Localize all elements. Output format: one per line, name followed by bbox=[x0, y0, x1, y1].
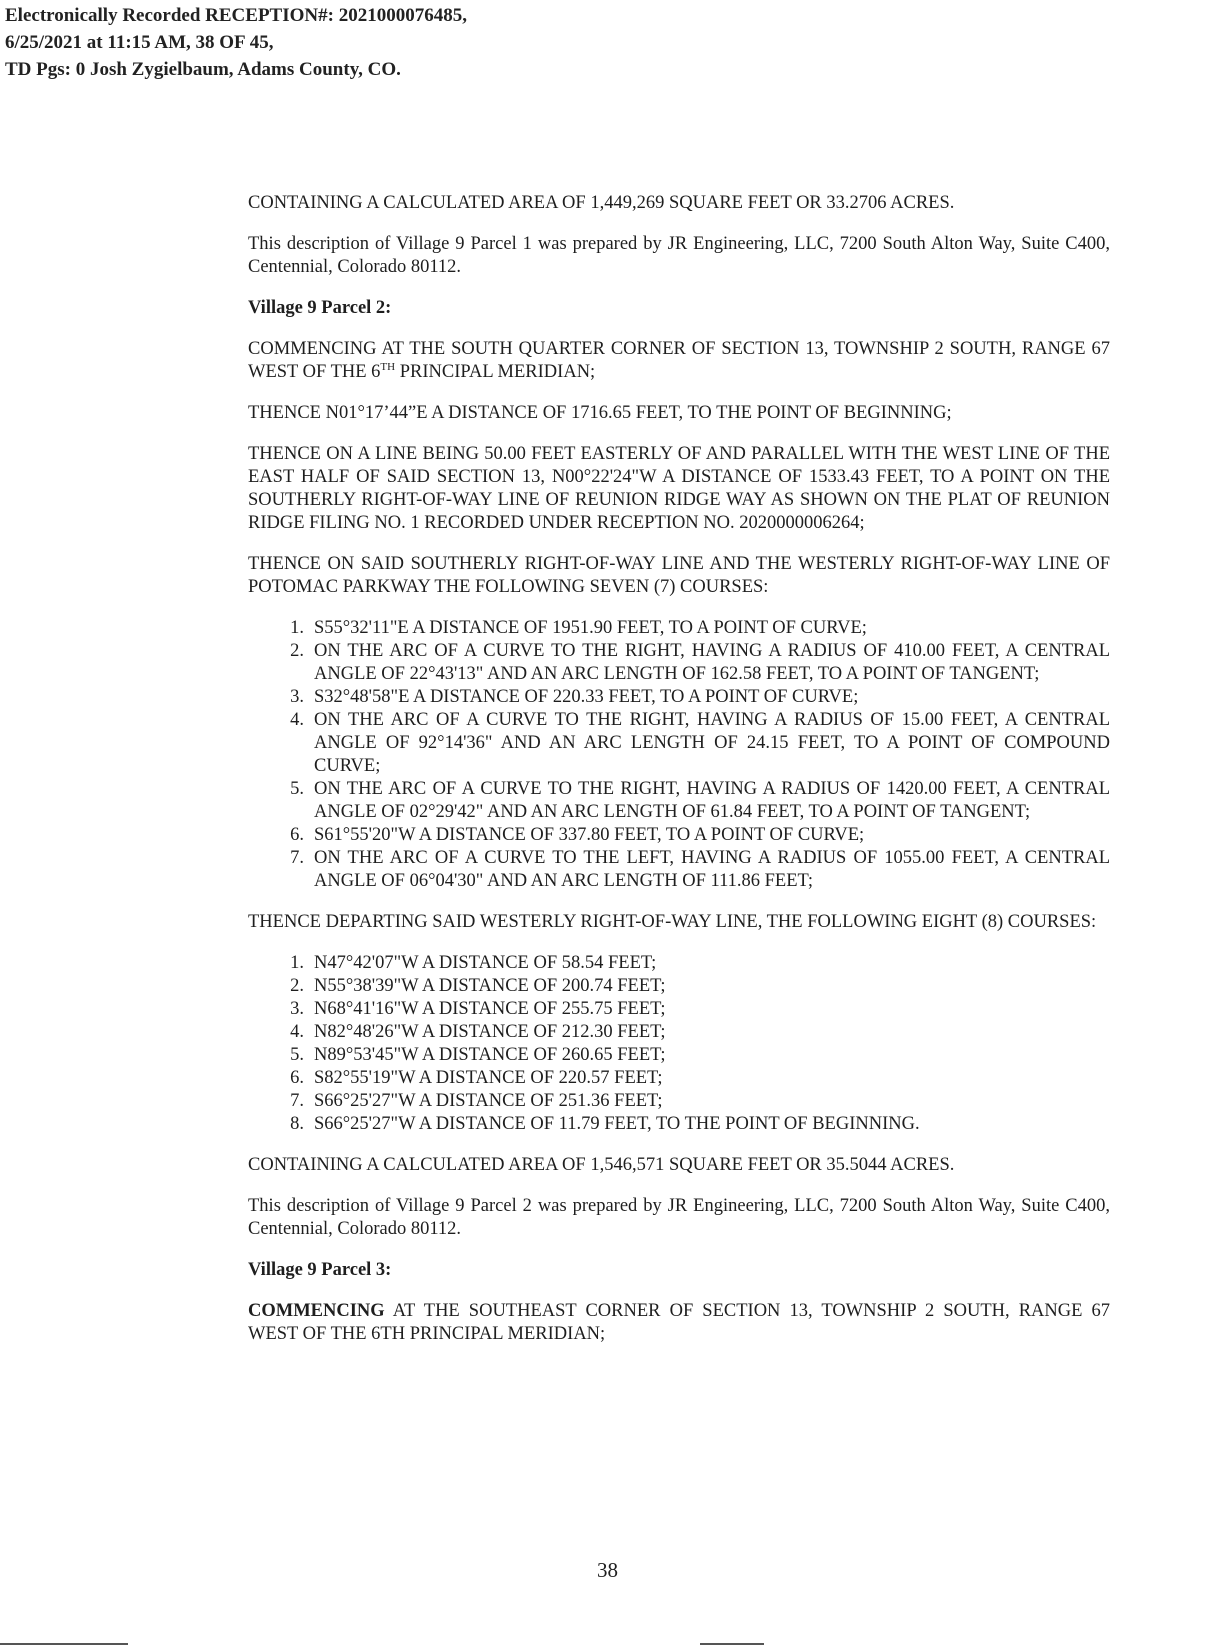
course-item bbox=[248, 1113, 1110, 1136]
course-number: 3. bbox=[290, 999, 304, 1019]
commencing-keyword: COMMENCING bbox=[248, 1301, 385, 1321]
course-item bbox=[248, 709, 1110, 778]
parcel2-area-paragraph: CONTAINING A CALCULATED AREA OF 1,546,571 SQUARE FEET OR 35.5044 ACRES. bbox=[248, 1155, 955, 1175]
course-item bbox=[248, 778, 1110, 824]
course-item bbox=[248, 847, 1110, 893]
commencing-text: COMMENCING AT THE SOUTH QUARTER CORNER OF SECTION 13, TOWNSHIP 2 SOUTH, RANGE 67 WEST OF THE 6 bbox=[248, 339, 1110, 382]
course-number: 1. bbox=[290, 618, 304, 638]
course-number: 2. bbox=[290, 641, 304, 661]
course-item bbox=[248, 1090, 1110, 1113]
course-text: N82°48'26"W A DISTANCE OF 212.30 FEET; bbox=[314, 1022, 666, 1042]
course-number: 7. bbox=[290, 848, 304, 868]
stamp-line-2: 6/25/2021 at 11:15 AM, 38 OF 45, bbox=[5, 32, 274, 53]
parcel1-area-paragraph: CONTAINING A CALCULATED AREA OF 1,449,269 SQUARE FEET OR 33.2706 ACRES. bbox=[248, 193, 955, 213]
footer-rule-left bbox=[0, 1643, 128, 1645]
parcel2-heading: Village 9 Parcel 2: bbox=[248, 298, 392, 318]
course-text: ON THE ARC OF A CURVE TO THE RIGHT, HAVING A RADIUS OF 410.00 FEET, A CENTRAL ANGLE OF 22°43'13" AND AN ARC LENGTH OF 162.58 FEET, TO A POINT OF TANGENT; bbox=[314, 641, 1110, 684]
course-number: 5. bbox=[290, 779, 304, 799]
course-text: S82°55'19"W A DISTANCE OF 220.57 FEET; bbox=[314, 1068, 663, 1088]
course-text: ON THE ARC OF A CURVE TO THE RIGHT, HAVING A RADIUS OF 15.00 FEET, A CENTRAL ANGLE OF 92°14'36" AND AN ARC LENGTH OF 24.15 FEET, TO A POINT OF COMPOUND CURVE; bbox=[314, 710, 1110, 776]
stamp-line-1: Electronically Recorded RECEPTION#: 2021000076485, bbox=[5, 5, 467, 26]
parcel3-heading: Village 9 Parcel 3: bbox=[248, 1260, 392, 1280]
thence-point-of-beginning: THENCE N01°17’44”E A DISTANCE OF 1716.65 FEET, TO THE POINT OF BEGINNING; bbox=[248, 403, 952, 423]
course-item bbox=[248, 1044, 1110, 1067]
course-text: S55°32'11"E A DISTANCE OF 1951.90 FEET, TO A POINT OF CURVE; bbox=[314, 618, 867, 638]
course-number: 6. bbox=[290, 825, 304, 845]
recording-stamp bbox=[5, 2, 467, 83]
course-text: N89°53'45"W A DISTANCE OF 260.65 FEET; bbox=[314, 1045, 666, 1065]
commencing-text-end: PRINCIPAL MERIDIAN; bbox=[395, 362, 596, 382]
parcel3-commencing-paragraph bbox=[248, 1300, 1110, 1346]
course-text: ON THE ARC OF A CURVE TO THE RIGHT, HAVING A RADIUS OF 1420.00 FEET, A CENTRAL ANGLE OF 02°29'42" AND AN ARC LENGTH OF 61.84 FEET, TO A POINT OF TANGENT; bbox=[314, 779, 1110, 822]
course-text: N47°42'07"W A DISTANCE OF 58.54 FEET; bbox=[314, 953, 657, 973]
course-number: 5. bbox=[290, 1045, 304, 1065]
course-number: 8. bbox=[290, 1114, 304, 1134]
course-number: 2. bbox=[290, 976, 304, 996]
course-item bbox=[248, 998, 1110, 1021]
course-item bbox=[248, 1067, 1110, 1090]
stamp-line-3: TD Pgs: 0 Josh Zygielbaum, Adams County, CO. bbox=[5, 59, 401, 80]
parcel2-prepared-by-paragraph: This description of Village 9 Parcel 2 was prepared by JR Engineering, LLC, 7200 South Alton Way, Suite C400, Centennial, Colorado 80112. bbox=[248, 1196, 1110, 1239]
ordinal-superscript: TH bbox=[380, 360, 396, 373]
course-text: N68°41'16"W A DISTANCE OF 255.75 FEET; bbox=[314, 999, 666, 1019]
commencing-text: AT THE SOUTHEAST CORNER OF SECTION 13, TOWNSHIP 2 SOUTH, RANGE 67 WEST OF THE 6TH PRINCIPAL MERIDIAN; bbox=[248, 1301, 1110, 1344]
course-text: S61°55'20"W A DISTANCE OF 337.80 FEET, TO A POINT OF CURVE; bbox=[314, 825, 865, 845]
course-text: N55°38'39"W A DISTANCE OF 200.74 FEET; bbox=[314, 976, 666, 996]
footer-rule-right bbox=[700, 1643, 764, 1645]
parcel2-commencing-paragraph bbox=[248, 338, 1110, 384]
parcel1-prepared-by-paragraph: This description of Village 9 Parcel 1 was prepared by JR Engineering, LLC, 7200 South Alton Way, Suite C400, Centennial, Colorado 80112. bbox=[248, 234, 1110, 277]
course-number: 3. bbox=[290, 687, 304, 707]
course-item bbox=[248, 640, 1110, 686]
thence-eight-courses-intro: THENCE DEPARTING SAID WESTERLY RIGHT-OF-WAY LINE, THE FOLLOWING EIGHT (8) COURSES: bbox=[248, 912, 1097, 932]
course-text: S66°25'27"W A DISTANCE OF 11.79 FEET, TO THE POINT OF BEGINNING. bbox=[314, 1114, 920, 1134]
course-text: S32°48'58"E A DISTANCE OF 220.33 FEET, TO A POINT OF CURVE; bbox=[314, 687, 859, 707]
course-item bbox=[248, 975, 1110, 998]
course-number: 1. bbox=[290, 953, 304, 973]
course-number: 6. bbox=[290, 1068, 304, 1088]
eight-courses-list bbox=[248, 952, 1110, 1136]
course-number: 4. bbox=[290, 710, 304, 730]
legal-description bbox=[248, 192, 1110, 1364]
course-text: S66°25'27"W A DISTANCE OF 251.36 FEET; bbox=[314, 1091, 663, 1111]
thence-seven-courses-intro: THENCE ON SAID SOUTHERLY RIGHT-OF-WAY LINE AND THE WESTERLY RIGHT-OF-WAY LINE OF POTOMAC PARKWAY THE FOLLOWING SEVEN (7) COURSES: bbox=[248, 554, 1110, 597]
course-item bbox=[248, 686, 1110, 709]
course-item bbox=[248, 952, 1110, 975]
course-item bbox=[248, 617, 1110, 640]
course-text: ON THE ARC OF A CURVE TO THE LEFT, HAVING A RADIUS OF 1055.00 FEET, A CENTRAL ANGLE OF 06°04'30" AND AN ARC LENGTH OF 111.86 FEET; bbox=[314, 848, 1110, 891]
thence-parallel-line: THENCE ON A LINE BEING 50.00 FEET EASTERLY OF AND PARALLEL WITH THE WEST LINE OF THE EAST HALF OF SAID SECTION 13, N00°22'24"W A DISTANCE OF 1533.43 FEET, TO A POINT ON THE SOUTHERLY RIGHT-OF-WAY LINE OF REUNION RIDGE WAY AS SHOWN ON THE PLAT OF REUNION RIDGE FILING NO. 1 RECORDED UNDER RECEPTION NO. 2020000006264; bbox=[248, 444, 1110, 533]
seven-courses-list bbox=[248, 617, 1110, 893]
course-number: 7. bbox=[290, 1091, 304, 1111]
course-item bbox=[248, 824, 1110, 847]
course-number: 4. bbox=[290, 1022, 304, 1042]
course-item bbox=[248, 1021, 1110, 1044]
page-number: 38 bbox=[597, 1558, 618, 1582]
